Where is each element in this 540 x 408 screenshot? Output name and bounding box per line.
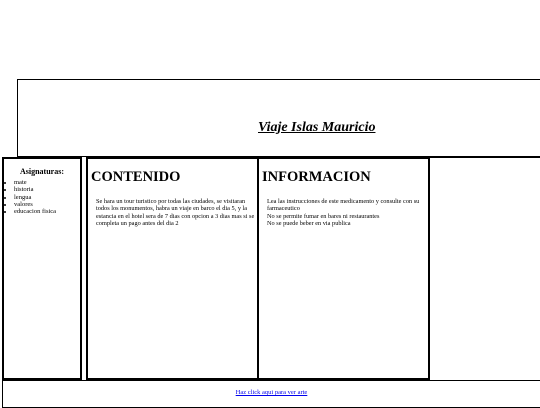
subjects-list xyxy=(4,179,80,215)
list-item: • mate xyxy=(14,179,80,186)
list-item: • Lea las instrucciones de este medicamento y consulte con su farmaceutico xyxy=(267,198,428,213)
list-item: • valores xyxy=(14,201,80,208)
header-box xyxy=(17,79,540,157)
footer-box xyxy=(2,380,540,408)
contenido-list xyxy=(88,198,257,227)
list-item: • No se permite fumar en bares ni restaurantes xyxy=(267,213,428,220)
list-item: • historia xyxy=(14,186,80,193)
right-empty-box xyxy=(430,157,540,380)
list-item: • educacion fisica xyxy=(14,208,80,215)
contenido-panel xyxy=(86,157,259,380)
informacion-list xyxy=(259,198,428,227)
ver-arte-link[interactable]: Haz click aqui para ver arte xyxy=(235,389,308,396)
sidebar-heading: Asignaturas: xyxy=(19,167,64,176)
contenido-heading: CONTENIDO xyxy=(91,169,181,185)
list-item: • lengua xyxy=(14,194,80,201)
list-item: • No se puede beber en via publica xyxy=(267,220,428,227)
sidebar xyxy=(2,157,82,380)
informacion-heading: INFORMACION xyxy=(262,169,371,185)
list-item: • Se hara un tour turistico por todas las ciudades, se visitaran todos los monumentos, habra un viaje en barco el dia 5, y la estancia en el hotel sera de 7 dias con opcion a 3 dias mas si se completa un pago antes del dia 2 xyxy=(96,198,257,227)
informacion-panel xyxy=(257,157,430,380)
page-title: Viaje Islas Mauricio xyxy=(258,120,376,135)
